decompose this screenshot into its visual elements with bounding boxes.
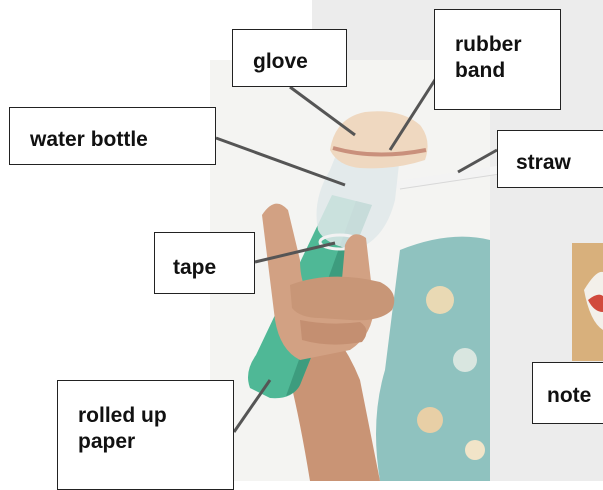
label-glove-text: glove bbox=[253, 50, 308, 73]
shirt-flower bbox=[417, 407, 443, 433]
label-straw bbox=[497, 130, 603, 188]
finger bbox=[300, 320, 367, 345]
label-rolled-up-paper-line1: rolled up bbox=[78, 404, 167, 427]
label-rubber-band-line2: band bbox=[455, 59, 506, 83]
label-rolled-up-paper-line2: paper bbox=[78, 430, 136, 454]
label-straw-text: straw bbox=[516, 151, 571, 174]
label-tape-text: tape bbox=[173, 256, 217, 279]
hand bbox=[290, 277, 394, 321]
label-rubber-band-line1: rubber bbox=[455, 33, 522, 56]
label-glove bbox=[232, 29, 347, 87]
label-rubber-band bbox=[434, 9, 561, 110]
label-tape bbox=[154, 232, 255, 294]
label-water-bottle bbox=[9, 107, 216, 165]
shirt-flower bbox=[453, 348, 477, 372]
label-note-text: note bbox=[547, 384, 592, 407]
shirt-flower bbox=[426, 286, 454, 314]
label-water-bottle-text: water bottle bbox=[30, 128, 148, 151]
label-note bbox=[532, 362, 603, 424]
shirt-flower bbox=[465, 440, 485, 460]
label-rolled-up-paper bbox=[57, 380, 234, 490]
